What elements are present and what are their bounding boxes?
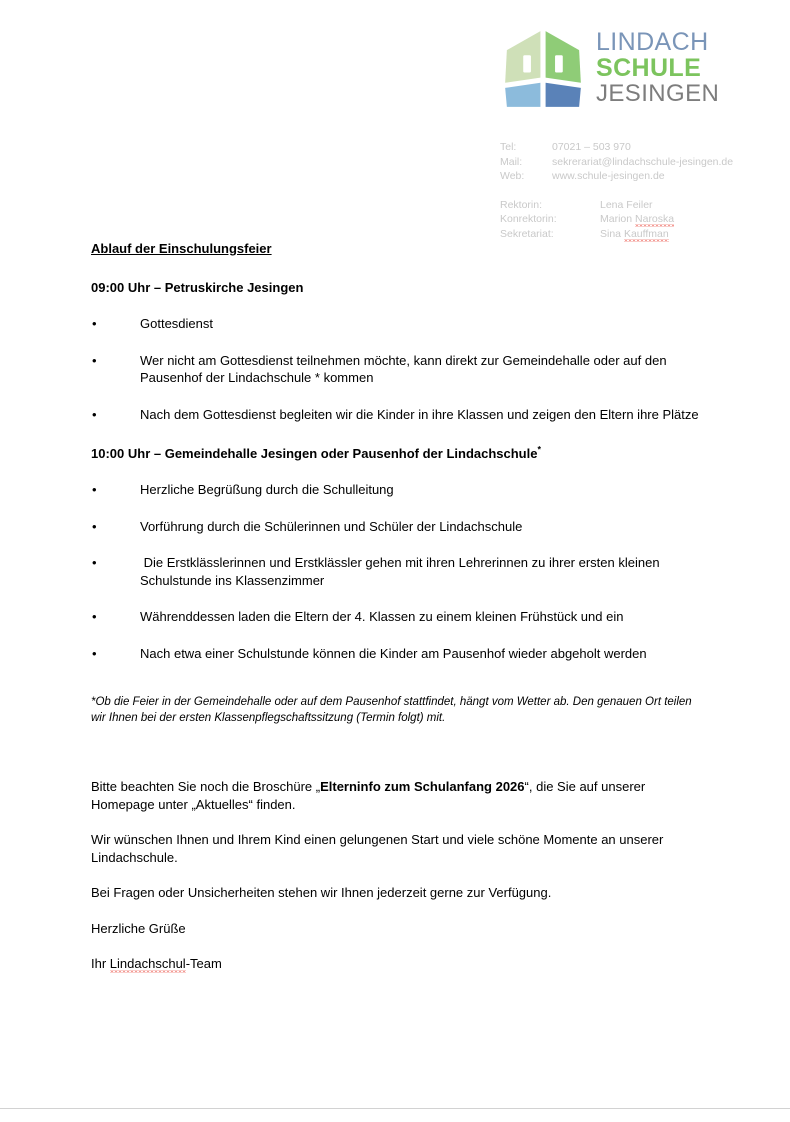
contact-label-tel: Tel: <box>500 141 517 153</box>
signature-suffix: -Team <box>185 956 222 971</box>
staff-label-sekretariat: Sekretariat: <box>500 227 554 240</box>
staff-label-konrektorin: Konrektorin: <box>500 213 557 225</box>
staff-value-rektorin: Lena Feiler <box>600 198 653 211</box>
footnote-text: *Ob die Feier in der Gemeindehalle oder auf dem Pausenhof stattfindet, hängt vom Wetter ab. Den genauen Ort teilen wir Ihnen bei der ersten Klassenpflegschaftssitzung (Termin folgt) mit. <box>91 696 692 724</box>
list-item: • Wer nicht am Gottesdienst teilnehmen möchte, kann direkt zur Gemeindehalle oder auf den Pausenhof der Lindachschule * kommen <box>91 352 699 387</box>
section-heading-0900: 09:00 Uhr – Petruskirche Jesingen <box>91 280 304 295</box>
contact-value-web: www.schule-jesingen.de <box>552 170 665 182</box>
contact-line-tel <box>500 140 762 155</box>
staff-line-konrektorin <box>500 212 762 227</box>
staff-list <box>500 198 762 242</box>
contact-line-web <box>500 169 762 184</box>
closing-paragraph-brochure <box>91 778 699 813</box>
bullet-list-section1 <box>91 315 699 423</box>
spellcheck-underline-kauffman: Kauffman <box>623 227 669 240</box>
closing-block <box>91 778 699 986</box>
contact-info-block <box>500 140 762 241</box>
closing-p1-before: Bitte beachten Sie noch die Broschüre „ <box>91 779 321 794</box>
section-heading-1000 <box>91 445 699 462</box>
logo-word-lindach: LINDACH <box>596 28 709 56</box>
bullet-list-section2 <box>91 481 699 662</box>
staff-value-sekretariat <box>600 227 762 242</box>
staff-line-rektorin <box>500 198 762 213</box>
staff-value-sekretariat-first: Sina <box>600 227 624 240</box>
closing-p1-after: “, die Sie auf unserer Homepage unter „Aktuelles“ finden. <box>91 779 646 812</box>
contact-spacer <box>500 184 762 198</box>
document-body <box>91 240 699 738</box>
signature-prefix: Ihr <box>91 956 110 971</box>
spellcheck-underline-lindachschul: Lindachschul <box>109 956 186 971</box>
logo-wordmark <box>596 30 719 108</box>
closing-signature <box>91 955 699 973</box>
closing-greeting: Herzliche Grüße <box>91 920 186 936</box>
staff-value-konrektorin <box>600 212 762 227</box>
list-item: • Herzliche Begrüßung durch die Schulleitung <box>91 481 699 499</box>
staff-label-rektorin: Rektorin: <box>500 198 543 211</box>
contact-value-mail: sekrerariat@lindachschule-jesingen.de <box>552 155 734 168</box>
staff-value-konrektorin-first: Marion <box>600 213 636 225</box>
school-building-logo-icon <box>500 26 586 112</box>
brochure-title: Elterninfo zum Schulanfang 2026 <box>320 779 525 794</box>
spellcheck-underline-naroska: Naroska <box>635 213 675 225</box>
logo-word-schule: SCHULE <box>596 54 702 82</box>
list-item: • Nach etwa einer Schulstunde können die Kinder am Pausenhof wieder abgeholt werden <box>91 645 699 663</box>
list-item: • Währenddessen laden die Eltern der 4. Klassen zu einem kleinen Frühstück und ein <box>91 608 699 626</box>
list-item: • Die Erstklässlerinnen und Erstklässler gehen mit ihren Lehrerinnen zu ihrer ersten kleinen Schulstunde ins Klassenzimmer <box>91 554 699 589</box>
logo-word-jesingen: JESINGEN <box>596 80 720 107</box>
school-logo <box>500 26 762 112</box>
contact-value-tel: 07021 – 503 970 <box>552 141 631 153</box>
page-footer-divider <box>0 1108 790 1109</box>
section-heading-1000-text: 10:00 Uhr – Gemeindehalle Jesingen oder Pausenhof der Lindachschule <box>91 446 538 461</box>
closing-paragraph-wishes: Wir wünschen Ihnen und Ihrem Kind einen gelungenen Start und viele schöne Momente an unserer Lindachschule. <box>91 832 664 865</box>
page-title: Ablauf der Einschulungsfeier <box>91 241 272 256</box>
contact-line-mail <box>500 155 762 170</box>
list-item: • Nach dem Gottesdienst begleiten wir die Kinder in ihre Klassen und zeigen den Eltern ihre Plätze <box>91 406 699 424</box>
staff-line-sekretariat <box>500 227 762 242</box>
footnote-marker: * <box>537 444 541 455</box>
contact-label-mail: Mail: <box>500 155 523 168</box>
letterhead <box>500 26 762 241</box>
list-item: • Vorführung durch die Schülerinnen und Schüler der Lindachschule <box>91 518 699 536</box>
contact-label-web: Web: <box>500 170 525 182</box>
list-item: • Gottesdienst <box>91 315 699 333</box>
closing-paragraph-questions: Bei Fragen oder Unsicherheiten stehen wir Ihnen jederzeit gerne zur Verfügung. <box>91 885 552 900</box>
